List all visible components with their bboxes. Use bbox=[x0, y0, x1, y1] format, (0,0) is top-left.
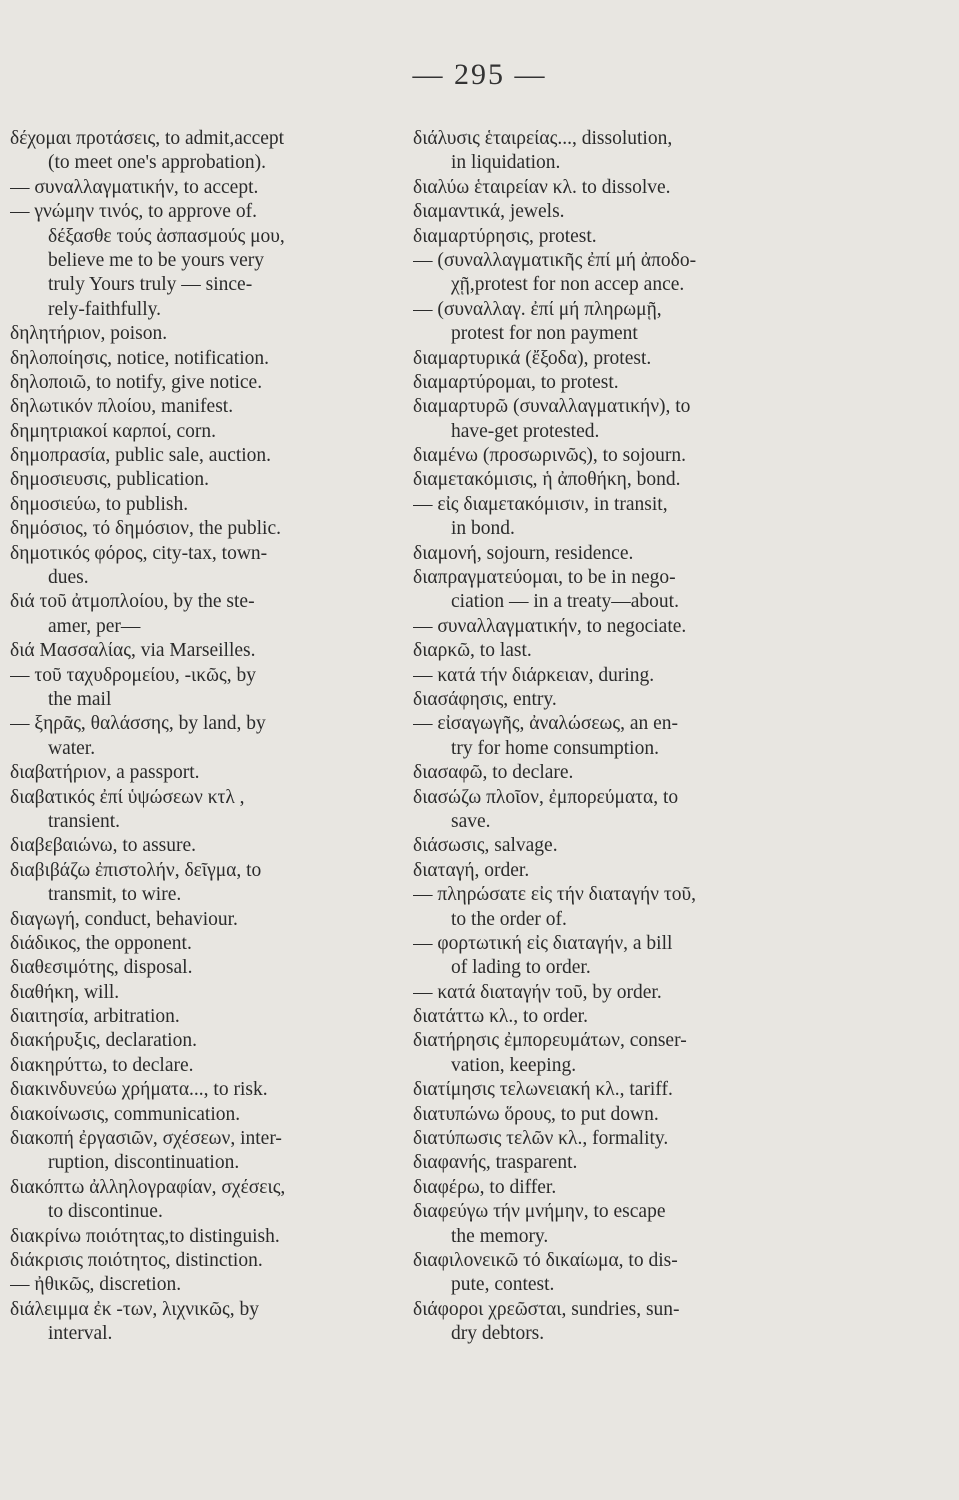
dictionary-line: — εἰς διαμετακόμισιν, in transit, bbox=[413, 493, 668, 515]
dictionary-line: διατήρησις ἐμπορευμάτων, conser- bbox=[413, 1030, 687, 1052]
dictionary-line: διακοίνωσις, communication. bbox=[10, 1103, 241, 1125]
dictionary-line: διά τοῦ ἀτμοπλοίου, by the ste- bbox=[10, 591, 255, 613]
dictionary-line: in liquidation. bbox=[451, 152, 561, 174]
dictionary-line: amer, per— bbox=[48, 615, 141, 637]
dictionary-line: truly Yours truly — since- bbox=[48, 274, 253, 296]
dictionary-line: διατύπωσις τελῶν κλ., formality. bbox=[413, 1128, 669, 1150]
dictionary-line: διαφεύγω τήν μνήμην, to escape bbox=[413, 1201, 666, 1223]
dictionary-line: δέξασθε τούς ἀσπασμούς μου, bbox=[48, 225, 285, 247]
dictionary-line: διάσωσις, salvage. bbox=[413, 835, 558, 857]
dictionary-line: διακρίνω ποιότητας,to distinguish. bbox=[10, 1225, 280, 1247]
dictionary-line: have-get protested. bbox=[451, 420, 600, 442]
dictionary-line: δηλοποιῶ, to notify, give notice. bbox=[10, 371, 263, 393]
dictionary-line: δηλοποίησις, notice, notification. bbox=[10, 347, 270, 369]
dictionary-line: in bond. bbox=[451, 518, 515, 540]
dictionary-line: δηλητήριον, poison. bbox=[10, 323, 168, 345]
dictionary-line: water. bbox=[48, 737, 96, 759]
dictionary-line: — φορτωτική εἰς διαταγήν, a bill bbox=[413, 932, 673, 954]
dictionary-line: the memory. bbox=[451, 1225, 549, 1247]
dictionary-line: δέχομαι προτάσεις, to admit,accept bbox=[10, 128, 285, 149]
dictionary-line: believe me to be yours very bbox=[48, 249, 265, 271]
dictionary-line: διαμαντικά, jewels. bbox=[413, 201, 565, 223]
dictionary-line: διασάφησις, entry. bbox=[413, 688, 557, 710]
dictionary-line: — γνώμην τινός, to approve of. bbox=[10, 201, 257, 223]
right-column bbox=[413, 127, 808, 1347]
dictionary-line: διασώζω πλοῖον, ἐμπορεύματα, to bbox=[413, 786, 679, 808]
dictionary-line: — συναλλαγματικήν, to negociate. bbox=[413, 615, 687, 637]
dictionary-line: χῇ,protest for non accep ance. bbox=[451, 274, 685, 296]
page-number: — 295 — bbox=[412, 58, 547, 91]
dictionary-line: δηλωτικόν πλοίου, manifest. bbox=[10, 396, 234, 418]
dictionary-line: — εἰσαγωγῆς, ἀναλώσεως, an en- bbox=[413, 713, 679, 735]
dictionary-line: — ἠθικῶς, discretion. bbox=[10, 1274, 182, 1296]
dictionary-line: διαθεσιμότης, disposal. bbox=[10, 957, 193, 979]
dictionary-line: δημοσιεύω, to publish. bbox=[10, 493, 189, 515]
dictionary-line: διαφέρω, to differ. bbox=[413, 1176, 557, 1198]
dictionary-line: interval. bbox=[48, 1323, 113, 1345]
dictionary-line: pute, contest. bbox=[451, 1274, 555, 1296]
dictionary-line: transmit, to wire. bbox=[48, 884, 182, 906]
dictionary-line: — ξηρᾶς, θαλάσσης, by land, by bbox=[10, 713, 266, 735]
dictionary-line: διακηρύττω, to declare. bbox=[10, 1054, 194, 1076]
dictionary-line: vation, keeping. bbox=[451, 1054, 577, 1076]
dictionary-line: διαθήκη, will. bbox=[10, 981, 120, 1003]
dictionary-line: διαβεβαιώνω, to assure. bbox=[10, 835, 197, 857]
dictionary-line: — συναλλαγματικήν, to accept. bbox=[10, 176, 259, 198]
dictionary-line: διακόπτω ἀλληλογραφίαν, σχέσεις, bbox=[10, 1176, 286, 1198]
dictionary-line: διαρκῶ, to last. bbox=[413, 640, 532, 662]
dictionary-line: try for home consumption. bbox=[451, 737, 659, 759]
dictionary-line: διαιτησία, arbitration. bbox=[10, 1006, 180, 1028]
dictionary-line: — κατά τήν διάρκειαν, during. bbox=[413, 664, 655, 686]
dictionary-line: of lading to order. bbox=[451, 957, 591, 979]
dictionary-line: διαβιβάζω ἐπιστολήν, δεῖγμα, to bbox=[10, 859, 262, 881]
dictionary-line: διαλύω ἑταιρείαν κλ. to dissolve. bbox=[413, 176, 671, 198]
dictionary-line: διακινδυνεύω χρήματα..., to risk. bbox=[10, 1079, 268, 1101]
dictionary-line: διάκρισις ποιότητος, distinction. bbox=[10, 1249, 263, 1271]
dictionary-line: διατίμησις τελωνειακή κλ., tariff. bbox=[413, 1079, 673, 1101]
dictionary-line: διασαφῶ, to declare. bbox=[413, 762, 574, 784]
dictionary-line: dry debtors. bbox=[451, 1323, 545, 1345]
dictionary-line: — πληρώσατε εἰς τήν διαταγήν τοῦ, bbox=[413, 884, 696, 906]
dictionary-line: διάλυσις ἑταιρείας..., dissolution, bbox=[413, 128, 673, 149]
dictionary-line: διακήρυξις, declaration. bbox=[10, 1030, 197, 1052]
dictionary-line: (to meet one's approbation). bbox=[48, 152, 266, 174]
dictionary-line: διαμένω (προσωρινῶς), to sojourn. bbox=[413, 445, 686, 467]
dictionary-line: διαφιλονεικῶ τό δικαίωμα, to dis- bbox=[413, 1249, 678, 1271]
dictionary-line: διατάττω κλ., to order. bbox=[413, 1006, 588, 1028]
dictionary-line: to the order of. bbox=[451, 908, 567, 930]
left-column bbox=[10, 127, 422, 1347]
dictionary-line: δημοπρασία, public sale, auction. bbox=[10, 445, 272, 467]
dictionary-line: διαμαρτύρομαι, to protest. bbox=[413, 371, 619, 393]
dictionary-line: δημητριακοί καρποί, corn. bbox=[10, 420, 217, 442]
dictionary-line: διαταγή, order. bbox=[413, 859, 530, 881]
dictionary-line: δημοτικός φόρος, city-tax, town- bbox=[10, 542, 268, 564]
dictionary-line: διαβατικός ἐπί ὑψώσεων κτλ , bbox=[10, 786, 245, 808]
dictionary-line: ruption, discontinuation. bbox=[48, 1152, 240, 1174]
dictionary-line: διακοπή ἐργασιῶν, σχέσεων, inter- bbox=[10, 1128, 282, 1150]
dictionary-line: διάδικος, the opponent. bbox=[10, 932, 192, 954]
dictionary-line: διαβατήριον, a passport. bbox=[10, 762, 200, 784]
dictionary-line: διατυπώνω ὅρους, to put down. bbox=[413, 1103, 659, 1125]
dictionary-line: protest for non payment bbox=[451, 323, 638, 345]
dictionary-line: διαμαρτυρικά (ἔξοδα), protest. bbox=[413, 347, 652, 369]
dictionary-line: διαπραγματεύομαι, to be in nego- bbox=[413, 567, 676, 589]
dictionary-line: transient. bbox=[48, 810, 121, 832]
dictionary-line: the mail bbox=[48, 688, 112, 710]
dictionary-line: διάφοροι χρεῶσται, sundries, sun- bbox=[413, 1298, 680, 1320]
dictionary-line: διάλειμμα ἐκ -των, λιχνικῶς, by bbox=[10, 1298, 259, 1320]
dictionary-line: διαφανής, trasparent. bbox=[413, 1152, 578, 1174]
dictionary-line: διαμονή, sojourn, residence. bbox=[413, 542, 634, 564]
dictionary-line: — (συναλλαγματικῆς ἐπί μή ἀποδο- bbox=[413, 249, 697, 271]
dictionary-line: to discontinue. bbox=[48, 1201, 163, 1223]
dictionary-line: — τοῦ ταχυδρομείου, -ικῶς, by bbox=[10, 664, 256, 686]
dictionary-line: διαμετακόμισις, ἡ ἀποθήκη, bond. bbox=[413, 469, 681, 491]
dictionary-line: διαγωγή, conduct, behaviour. bbox=[10, 908, 238, 930]
dictionary-line: διαμαρτυρῶ (συναλλαγματικήν), to bbox=[413, 396, 691, 418]
dictionary-line: dues. bbox=[48, 567, 89, 589]
dictionary-line: δημοσιευσις, publication. bbox=[10, 469, 210, 491]
dictionary-line: save. bbox=[451, 810, 491, 832]
dictionary-line: διαμαρτύρησις, protest. bbox=[413, 225, 597, 247]
dictionary-line: — (συναλλαγ. ἐπί μή πληρωμῇ, bbox=[413, 298, 662, 320]
dictionary-line: δημόσιος, τό δημόσιον, the public. bbox=[10, 518, 282, 540]
dictionary-line: — κατά διαταγήν τοῦ, by order. bbox=[413, 981, 662, 1003]
dictionary-line: ciation — in a treaty—about. bbox=[451, 591, 679, 613]
dictionary-line: rely-faithfully. bbox=[48, 298, 161, 320]
dictionary-line: διά Μασσαλίας, via Marseilles. bbox=[10, 640, 256, 662]
